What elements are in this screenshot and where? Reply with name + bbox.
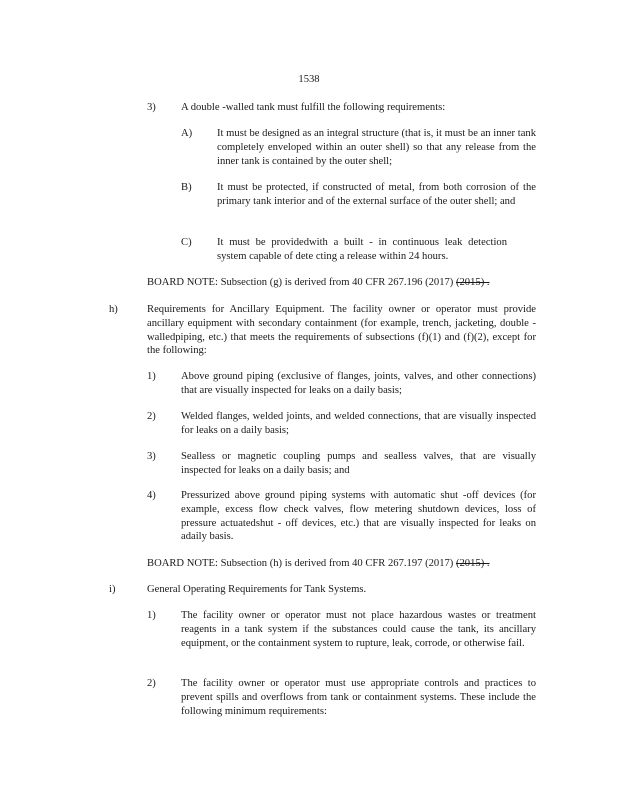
board-note-g-struck: (2015) . (455, 277, 490, 288)
section-i-item-1-text: The facility owner or operator must not place hazardous wastes or treatment reagents in a tank system if the substances could cause the tank, its ancillary equipment, or the containment system to rupture, leak, corrode, or otherwise fail. (181, 610, 536, 649)
section-h-item-2-text: Welded flanges, welded joints, and welded connections, that are visually inspected for leaks on a daily basis; (181, 411, 536, 436)
section-i-marker: i) (109, 584, 116, 595)
subitem-a-marker: A) (181, 128, 193, 139)
section-h-item-4-text: Pressurized above ground piping systems with automatic shut -off devices (for example, excess flow check valves, flow metering shutdown devices, loss of pressure actuatedshut - off devices, etc.) that are visually inspected for leaks on adaily basis. (181, 490, 536, 543)
board-note-h-text: BOARD NOTE: Subsection (h) is derived from 40 CFR 267.197 (2017) (147, 558, 454, 569)
subitem-c-text: It must be providedwith a built - in continuous leak detection system capable of dete cting a release within 24 hours. (217, 237, 507, 262)
section-h-marker: h) (109, 304, 118, 315)
item-3-marker: 3) (147, 102, 156, 113)
board-note-g-text: BOARD NOTE: Subsection (g) is derived from 40 CFR 267.196 (2017) (147, 277, 454, 288)
section-h-item-3-marker: 3) (147, 451, 156, 462)
section-h-text: Requirements for Ancillary Equipment. The facility owner or operator must provide ancillary equipment with secondary containment (for example, trench, jacketing, double -walledpiping, etc.) that meets the requirements of subsections (f)(1) and (f)(2), except for the following: (147, 304, 536, 357)
section-i-item-2-marker: 2) (147, 678, 156, 689)
item-3-text: A double -walled tank must fulfill the following requirements: (181, 102, 446, 113)
section-i-text: General Operating Requirements for Tank Systems. (147, 584, 367, 595)
section-h-item-1-marker: 1) (147, 371, 156, 382)
section-h-item-2-marker: 2) (147, 411, 156, 422)
subitem-c-marker: C) (181, 237, 192, 248)
section-i-item-1-marker: 1) (147, 610, 156, 621)
board-note-g (147, 276, 547, 290)
section-i-item-2-text: The facility owner or operator must use appropriate controls and practices to prevent spills and overflows from tank or containment systems. These include the following minimum requirements: (181, 678, 536, 717)
section-h-item-3-text: Sealless or magnetic coupling pumps and sealless valves, that are visually inspected for leaks on a daily basis; and (181, 451, 536, 476)
subitem-a-text: It must be designed as an integral structure (that is, it must be an inner tank completely enveloped within an outer shell) so that any release from the inner tank is contained by the outer shell; (217, 128, 536, 167)
board-note-h-struck: (2015) . (455, 558, 490, 569)
board-note-h (147, 557, 547, 571)
section-h-item-4-marker: 4) (147, 490, 156, 501)
section-h-item-1-text: Above ground piping (exclusive of flanges, joints, valves, and other connections) that are visually inspected for leaks on a daily basis; (181, 371, 536, 396)
subitem-b-marker: B) (181, 182, 192, 193)
subitem-b-text: It must be protected, if constructed of metal, from both corrosion of the primary tank interior and of the external surface of the outer shell; and (217, 182, 536, 207)
page-number: 1538 (298, 74, 320, 85)
